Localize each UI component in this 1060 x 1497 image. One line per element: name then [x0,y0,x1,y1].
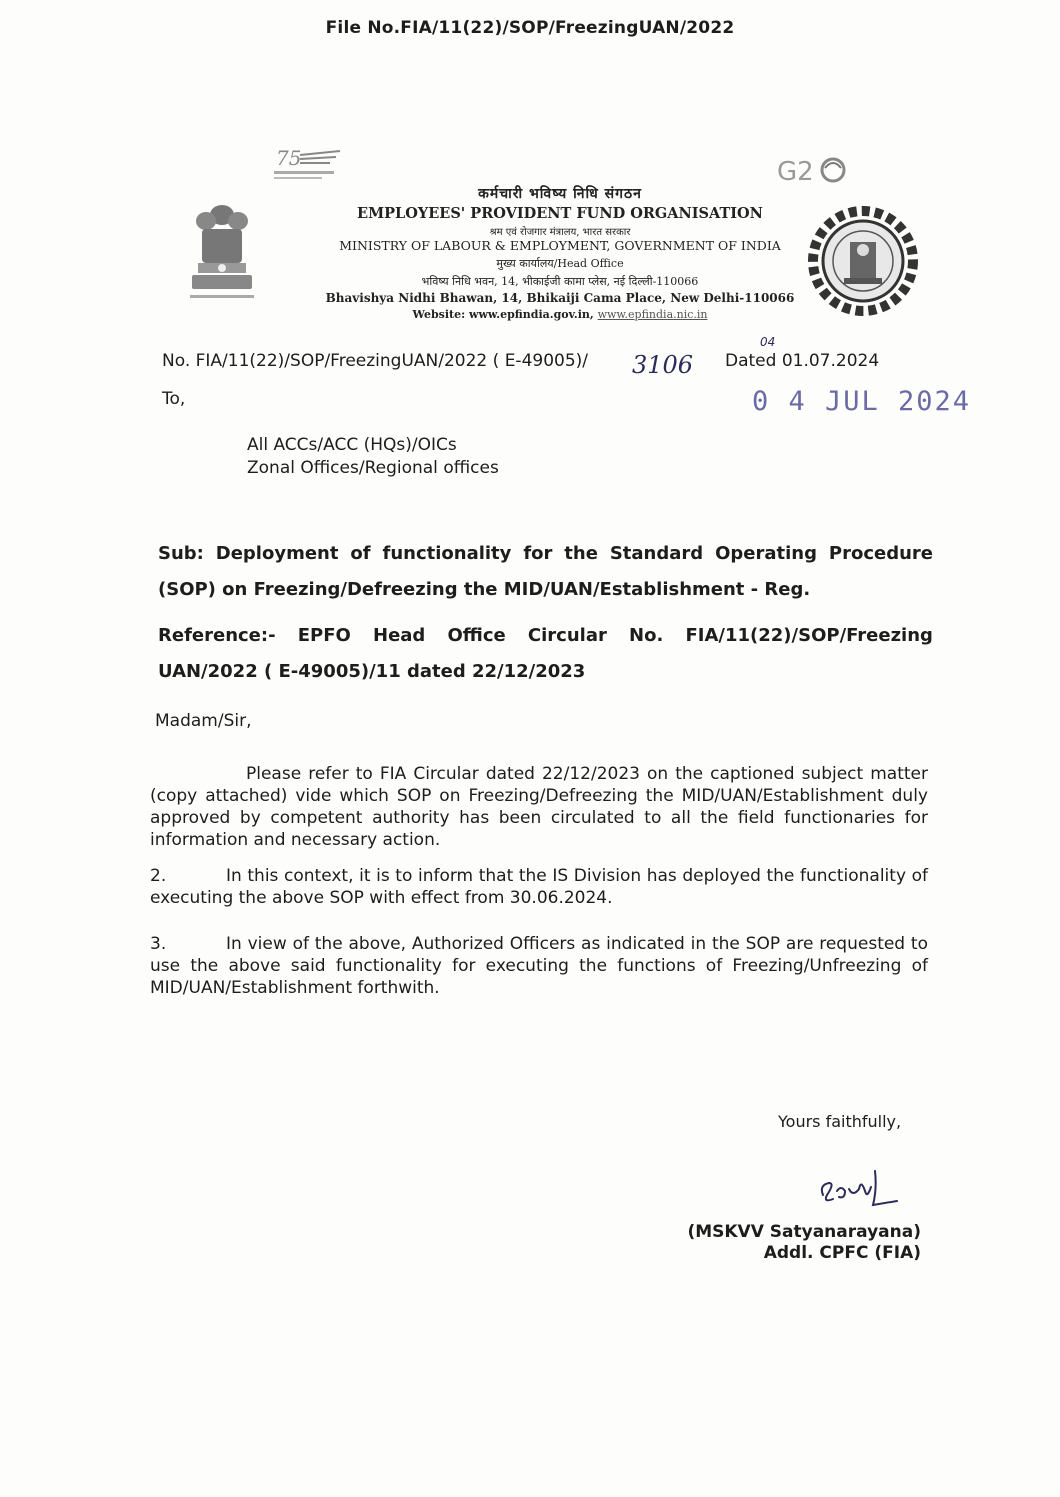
website-alt-link[interactable]: www.epfindia.nic.in [597,308,708,321]
reference-line-2: UAN/2022 ( E-49005)/11 dated 22/12/2023 [158,661,586,682]
reference-word: EPFO [297,625,351,646]
paragraph-text: In this context, it is to inform that the IS Division has deployed the functionality of executing the above SOP with effect from 30.06.2024. [150,866,928,908]
subject: Sub: Deployment of functionality for the Standard Operating Procedure (SOP) on Freezing/Defreezing the MID/UAN/Establishment - Reg. [158,543,933,600]
paragraph-number: 2. [150,866,167,886]
website-label: Website: www.epfindia.gov.in, [412,308,594,321]
org-name-hindi: कर्मचारी भविष्य निधि संगठन [478,186,642,202]
letter-date: Dated 01.07.2024 [725,351,880,371]
svg-text:75: 75 [276,146,302,170]
head-office-label: मुख्य कार्यालय/Head Office [496,257,624,270]
paragraph-2 [150,865,928,909]
file-number: File No.FIA/11(22)/SOP/FreezingUAN/2022 [325,18,735,38]
org-name-english: EMPLOYEES' PROVIDENT FUND ORGANISATION [357,205,763,222]
address-english: Bhavishya Nidhi Bhawan, 14, Bhikaiji Cama Place, New Delhi-110066 [325,291,795,305]
to-label: To, [162,389,186,409]
ministry-name-english: MINISTRY OF LABOUR & EMPLOYMENT, GOVERNMENT OF INDIA [339,238,781,253]
letter-reference-number: No. FIA/11(22)/SOP/FreezingUAN/2022 ( E-49005)/ [162,351,589,371]
signatory-designation: Addl. CPFC (FIA) [763,1243,921,1263]
reference [158,618,933,690]
reference-word: Reference:- [158,625,276,646]
paragraph-3 [150,933,928,999]
paragraph-text: In view of the above, Authorized Officers as indicated in the SOP are requested to use the above said functionality for executing the functions of Freezing/Unfreezing of MID/UAN/Establishment forthwith. [150,934,928,998]
reference-line-1 [158,618,933,654]
reference-word: Circular [527,625,607,646]
reference-word: Head [373,625,426,646]
signature-image [815,1165,905,1215]
address-hindi: भविष्य निधि भवन, 14, भीकाईजी कामा प्लेस, नई दिल्ली-110066 [421,275,699,288]
addressee-line-1: All ACCs/ACC (HQs)/OICs [247,435,457,455]
svg-text:G2: G2 [777,157,814,187]
received-date-stamp: 0 4 JUL 2024 [752,386,972,417]
epfo-logo-icon [808,206,918,316]
ministry-name-hindi: श्रम एवं रोजगार मंत्रालय, भारत सरकार [489,227,631,238]
national-emblem-icon [180,197,265,307]
reference-word: FIA/11(22)/SOP/Freezing [685,625,933,646]
date-correction: 04 [760,335,776,349]
reference-word: No. [629,625,664,646]
signatory-name: (MSKVV Satyanarayana) [687,1222,921,1242]
paragraph-1: Please refer to FIA Circular dated 22/12/2023 on the captioned subject matter (copy attached) vide which SOP on Freezing/Defreezing the MID/UAN/Establishment duly approved by competent authority has been circulated to all the field functionaries for information and necessary action. [150,764,928,850]
azadi-ka-amrit-mahotsav-logo [270,143,360,187]
salutation: Madam/Sir, [155,711,252,731]
addressee-line-2: Zonal Offices/Regional offices [247,458,499,478]
paragraph-number: 3. [150,934,167,954]
website-line [300,308,820,321]
handwritten-dispatch-number: 3106 [632,351,694,379]
closing: Yours faithfully, [778,1112,902,1131]
reference-word: Office [447,625,506,646]
